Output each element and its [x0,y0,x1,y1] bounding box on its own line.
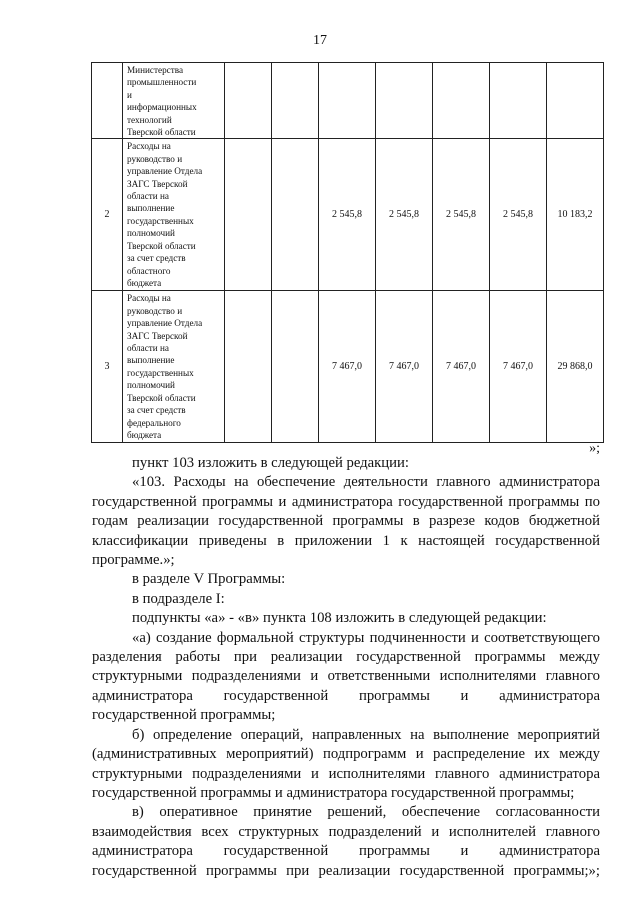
empty-cell [225,63,272,139]
value-cell [376,63,433,139]
name-line: федерального [127,417,181,428]
table-row [92,63,604,139]
value-cell: 7 467,0 [490,291,547,443]
name-line: промышленности [127,77,197,88]
value-cell: 2 545,8 [376,139,433,291]
row-number-cell: 2 [92,139,123,291]
name-line: Тверской области [127,392,196,403]
name-line: управление Отдела [127,318,203,329]
name-line: ЗАГС Тверской [127,330,188,341]
row-number-cell [92,63,123,139]
name-line: выполнение [127,203,175,214]
name-line: государственных [127,215,194,226]
table-row [92,139,604,291]
total-cell [547,63,604,139]
name-line: и [127,89,132,100]
name-line: областного [127,265,171,276]
paragraph: в подразделе I: [132,590,225,607]
name-line: Расходы на [127,293,171,304]
name-line: Тверской области [127,127,196,138]
row-number-cell: 3 [92,291,123,443]
name-line: за счет средств [127,253,186,264]
value-cell: 2 545,8 [490,139,547,291]
total-cell: 29 868,0 [547,291,604,443]
name-line: руководство и [127,305,183,316]
name-line: Министерства [127,65,184,75]
empty-cell [225,291,272,443]
expense-name-cell [123,139,225,291]
value-cell [319,63,376,139]
expense-name-cell [123,63,225,139]
name-line: полномочий [127,228,175,239]
value-cell: 2 545,8 [319,139,376,291]
name-line: руководство и [127,153,183,164]
paragraph: в) оперативное принятие решений, обеспечение согласованности взаимодействия всех структурных подразделений и исполнителей главного администратора государственной программы и администратора государственной программы при реализации государственной программы;»; [92,804,600,879]
value-cell: 7 467,0 [319,291,376,443]
value-cell: 7 467,0 [433,291,490,443]
name-line: Тверской области [127,240,196,251]
name-line: информационных [127,102,197,113]
page-number: 17 [313,33,327,48]
name-line: технологий [127,114,172,125]
paragraph: подпункты «а» - «в» пункта 108 изложить в следующей редакции: [132,610,547,627]
quote-closing-mark: »; [589,441,600,456]
name-line: бюджета [127,277,162,288]
paragraph: пункт 103 изложить в следующей редакции: [132,455,409,471]
budget-table [91,62,604,443]
empty-cell [272,63,319,139]
name-line: ЗАГС Тверской [127,178,188,189]
paragraph: в разделе V Программы: [132,571,286,588]
name-line: бюджета [127,429,162,440]
paragraph: «103. Расходы на обеспечение деятельности главного администратора государственной программы и администратора государственной программы по годам реализации государственной программы в разрезе кодов бюджетной классификации приведены в приложении 1 к настоящей государственной программе.»; [92,474,600,569]
expense-name-cell [123,291,225,443]
name-line: области на [127,191,170,202]
value-cell [490,63,547,139]
name-line: управление Отдела [127,166,203,177]
name-line: Расходы на [127,141,171,152]
name-line: выполнение [127,355,175,366]
paragraph: «а) создание формальной структуры подчиненности и соответствующего разделения работы при реализации государственной программы между структурными подразделениями и ответственными исполнителями главного администратора государственной программы и администратора государственной программы; [92,629,600,724]
value-cell: 2 545,8 [433,139,490,291]
value-cell: 7 467,0 [376,291,433,443]
total-cell: 10 183,2 [547,139,604,291]
paragraph: б) определение операций, направленных на выполнение мероприятий (административных мероприятий) подпрограмм и распределение их между структурными подразделениями и исполнителями главного администратора государственной программы и администратора государственной программы; [92,726,600,801]
document-body [92,454,600,881]
name-line: за счет средств [127,405,186,416]
name-line: государственных [127,367,194,378]
empty-cell [272,139,319,291]
value-cell [433,63,490,139]
empty-cell [272,291,319,443]
empty-cell [225,139,272,291]
name-line: области на [127,343,170,354]
table-row [92,291,604,443]
name-line: полномочий [127,380,175,391]
